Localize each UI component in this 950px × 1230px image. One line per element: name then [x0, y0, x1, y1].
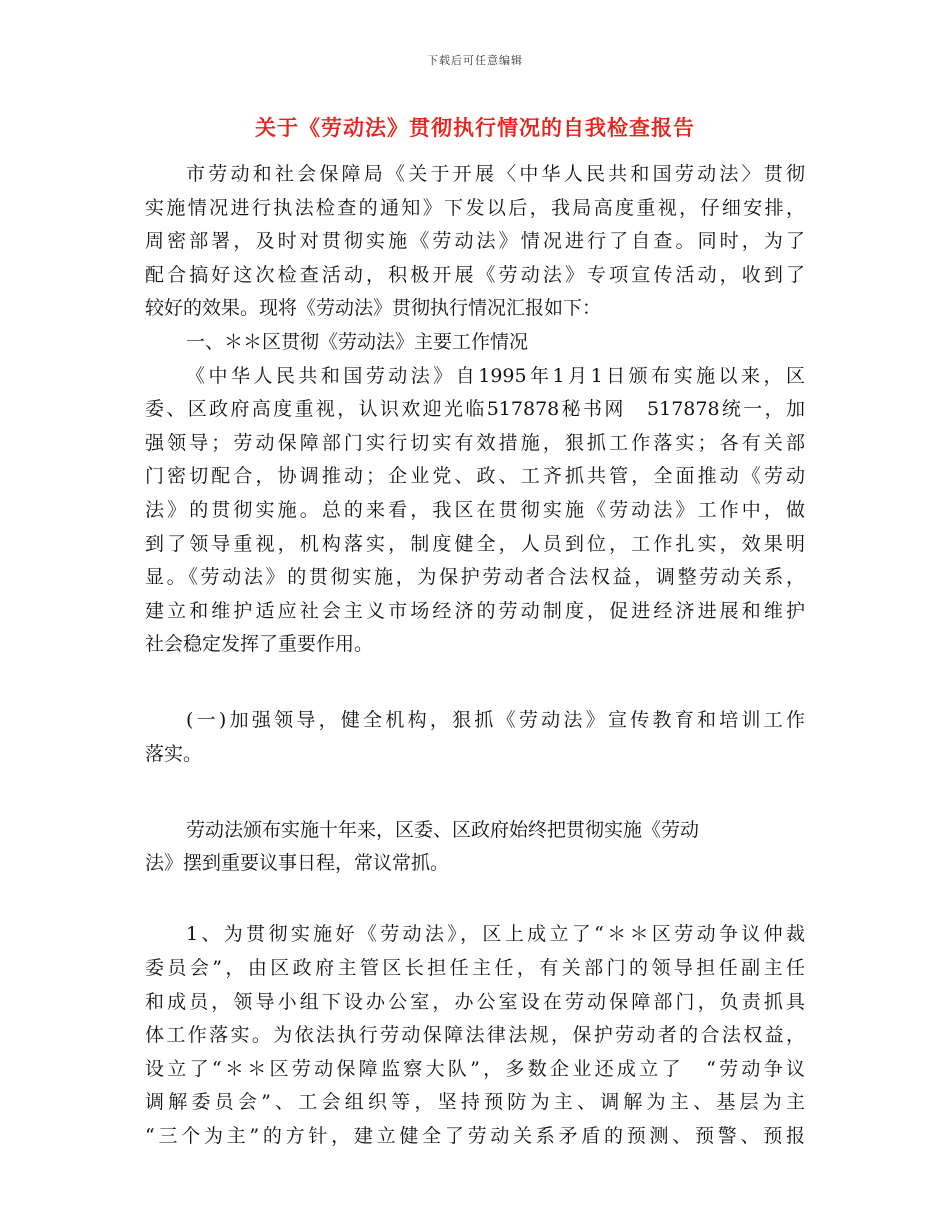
paragraph-line: 法》的贯彻实施。总的来看，我区在贯彻实施《劳动法》工作中，做	[145, 498, 805, 521]
paragraph-line: 市劳动和社会保障局《关于开展〈中华人民共和国劳动法〉贯彻	[186, 163, 805, 185]
paragraph-line: 门密切配合，协调推动；企业党、政、工齐抓共管，全面推动《劳动	[145, 465, 805, 488]
paragraph-line: 委、区政府高度重视，认识欢迎光临517878秘书网 517878统一，加	[145, 398, 805, 421]
paragraph-line: 社会稳定发挥了重要作用。	[145, 633, 374, 656]
paragraph-line: 强领导；劳动保障部门实行切实有效措施，狠抓工作落实；各有关部	[145, 431, 805, 454]
document-body	[145, 158, 805, 1154]
paragraph-line: 《中华人民共和国劳动法》自1995年1月1日颁布实施以来，区	[186, 364, 805, 387]
paragraph-line: 1、为贯彻实施好《劳动法》，区上成立了“＊＊区劳动争议仲裁	[186, 923, 805, 946]
paragraph-line: 设立了“＊＊区劳动保障监察大队”，多数企业还成立了 “劳动争议	[145, 1057, 805, 1080]
paragraph-line: 调解委员会”、工会组织等，坚持预防为主、调解为主、基层为主	[145, 1091, 805, 1114]
document-title: 关于《劳动法》贯彻执行情况的自我检查报告	[255, 115, 695, 140]
paragraph-line: “三个为主”的方针，建立健全了劳动关系矛盾的预测、预警、预报	[145, 1125, 805, 1148]
paragraph-line: 实施情况进行执法检查的通知》下发以后，我局高度重视，仔细安排，	[145, 196, 805, 219]
paragraph-line: 体工作落实。为依法执行劳动保障法律法规，保护劳动者的合法权益，	[145, 1024, 805, 1047]
paragraph-line: 周密部署，及时对贯彻实施《劳动法》情况进行了自查。同时，为了	[145, 230, 805, 253]
paragraph-line: 较好的效果。现将《劳动法》贯彻执行情况汇报如下：	[145, 297, 602, 320]
paragraph-line: 劳动法颁布实施十年来，区委、区政府始终把贯彻实施《劳动	[186, 818, 700, 841]
section-heading: 一、＊＊区贯彻《劳动法》主要工作情况	[186, 330, 529, 353]
paragraph-line: 配合搞好这次检查活动，积极开展《劳动法》专项宣传活动，收到了	[145, 263, 805, 286]
paragraph-line: 到了领导重视，机构落实，制度健全，人员到位，工作扎实，效果明	[145, 532, 805, 555]
paragraph-line: 显。《劳动法》的贯彻实施，为保护劳动者合法权益，调整劳动关系，	[145, 566, 805, 589]
paragraph-line: 委员会”，由区政府主管区长担任主任，有关部门的领导担任副主任	[145, 957, 805, 980]
paragraph-line: 建立和维护适应社会主义市场经济的劳动制度，促进经济进展和维护	[145, 599, 805, 622]
subsection-heading: (一)加强领导，健全机构，狠抓《劳动法》宣传教育和培训工作	[186, 709, 805, 732]
paragraph-line: 和成员，领导小组下设办公室，办公室设在劳动保障部门，负责抓具	[145, 990, 805, 1013]
paragraph-line: 法》摆到重要议事日程，常议常抓。	[145, 852, 450, 875]
page-header-note: 下载后可任意编辑	[427, 54, 523, 67]
subsection-heading-cont: 落实。	[145, 742, 203, 765]
